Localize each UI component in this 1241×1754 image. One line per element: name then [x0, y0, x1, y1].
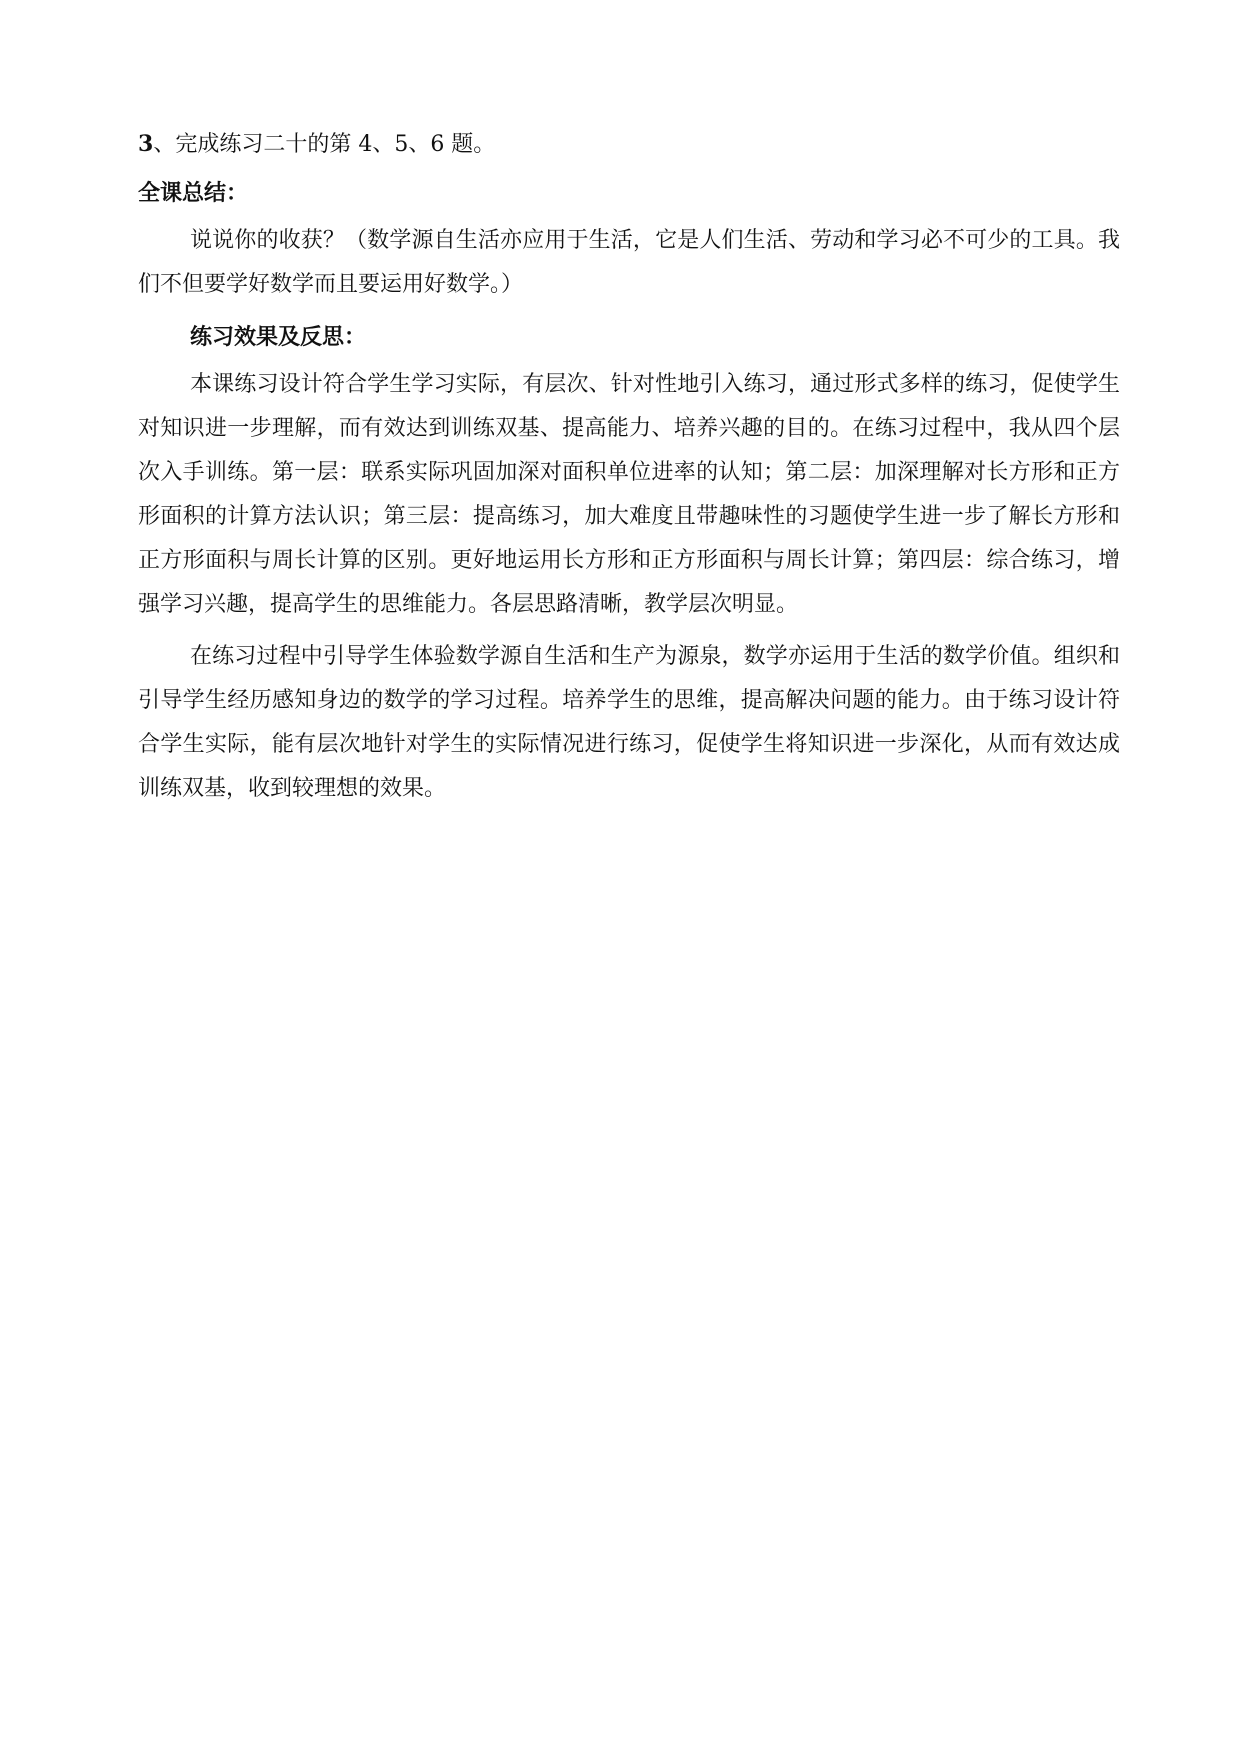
document-page — [138, 122, 1120, 819]
reflection-paragraph-1: 本课练习设计符合学生学习实际，有层次、针对性地引入练习，通过形式多样的练习，促使学生对知识进一步理解，而有效达到训练双基、提高能力、培养兴趣的目的。在练习过程中，我从四个层次入手训练。第一层：联系实际巩固加深对面积单位进率的认知；第二层：加深理解对长方形和正方形面积的计算方法认识；第三层：提高练习，加大难度且带趣味性的习题使学生进一步了解长方形和正方形面积与周长计算的区别。更好地运用长方形和正方形面积与周长计算；第四层：综合练习，增强学习兴趣，提高学生的思维能力。各层思路清晰，教学层次明显。 — [138, 372, 1120, 617]
reflection-heading: 练习效果及反思： — [190, 324, 367, 350]
summary-heading: 全课总结： — [138, 180, 249, 206]
item-text: 完成练习二十的第 4、5、6 题。 — [175, 132, 496, 157]
reflection-paragraph-2: 在练习过程中引导学生体验数学源自生活和生产为源泉，数学亦运用于生活的数学价值。组织和引导学生经历感知身边的数学的学习过程。培养学生的思维，提高解决问题的能力。由于练习设计符合学生实际，能有层次地针对学生的实际情况进行练习，促使学生将知识进一步深化，从而有效达成训练双基，收到较理想的效果。 — [138, 644, 1120, 801]
summary-paragraph: 说说你的收获？（数学源自生活亦应用于生活，它是人们生活、劳动和学习必不可少的工具。我们不但要学好数学而且要运用好数学。） — [138, 228, 1120, 297]
exercise-item-3 — [138, 122, 1120, 167]
item-separator: 、 — [153, 132, 176, 157]
item-number: 3 — [138, 131, 154, 157]
